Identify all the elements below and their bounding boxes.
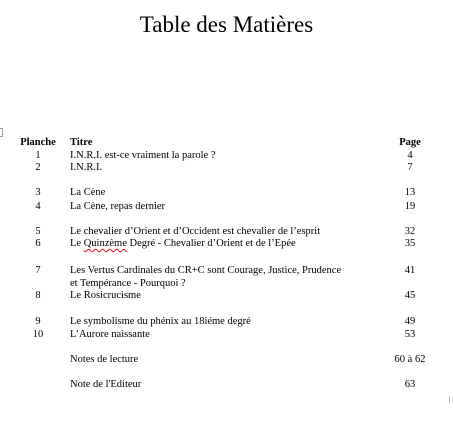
header-page: Page <box>399 137 421 148</box>
planche-number: 1 <box>35 150 41 161</box>
planche-number: 6 <box>35 238 41 249</box>
entry-title-continuation: et Tempérance - Pourquoi ? <box>70 278 186 289</box>
planche-number: 4 <box>35 201 41 212</box>
header-planche: Planche <box>20 137 56 148</box>
entry-title: La Cène, repas dernier <box>70 201 166 212</box>
entry-title: I.N.R.I. <box>70 162 103 173</box>
page-number: 49 <box>404 316 416 327</box>
planche-number: 8 <box>35 290 41 301</box>
margin-mark <box>449 396 450 403</box>
page-number: 7 <box>407 162 413 173</box>
page-number: 35 <box>404 238 416 249</box>
paragraph-marker-icon <box>0 128 3 137</box>
planche-number: 10 <box>32 329 44 340</box>
page-number: 19 <box>404 201 416 212</box>
spellcheck-underlined-word: Quinzème <box>83 238 127 249</box>
planche-number: 7 <box>35 265 41 276</box>
entry-title: Notes de lecture <box>70 354 139 365</box>
page-number: 53 <box>404 329 416 340</box>
planche-number: 2 <box>35 162 41 173</box>
header-titre: Titre <box>70 137 93 148</box>
entry-title <box>70 238 370 250</box>
page-number: 4 <box>407 150 413 161</box>
planche-number: 5 <box>35 226 41 237</box>
planche-number: 9 <box>35 316 41 327</box>
page-number: 45 <box>404 290 416 301</box>
entry-title: L’Aurore naissante <box>70 329 150 340</box>
page-number: 32 <box>404 226 416 237</box>
page-number: 13 <box>404 187 416 198</box>
entry-title: Les Vertus Cardinales du CR+C sont Courage, Justice, Prudence <box>70 265 342 276</box>
entry-title: La Cène <box>70 187 106 198</box>
entry-title: Le symbolisme du phénix au 18iéme degré <box>70 316 251 327</box>
page-title: Table des Matières <box>139 12 314 37</box>
planche-number: 3 <box>35 187 41 198</box>
page-number: 41 <box>404 265 416 276</box>
entry-title: Le Rosicrucisme <box>70 290 141 301</box>
entry-title-prefix: Le <box>70 238 84 249</box>
entry-title-suffix: Degré - Chevalier d’Orient et de l’Epée <box>126 238 296 249</box>
entry-title: Note de l'Editeur <box>70 379 142 390</box>
page-number: 63 <box>404 379 416 390</box>
page-number: 60 à 62 <box>394 354 426 365</box>
entry-title: Le chevalier d’Orient et d’Occident est chevalier de l’esprit <box>70 226 321 237</box>
entry-title: I.N.R.I. est-ce vraiment la parole ? <box>70 150 216 161</box>
